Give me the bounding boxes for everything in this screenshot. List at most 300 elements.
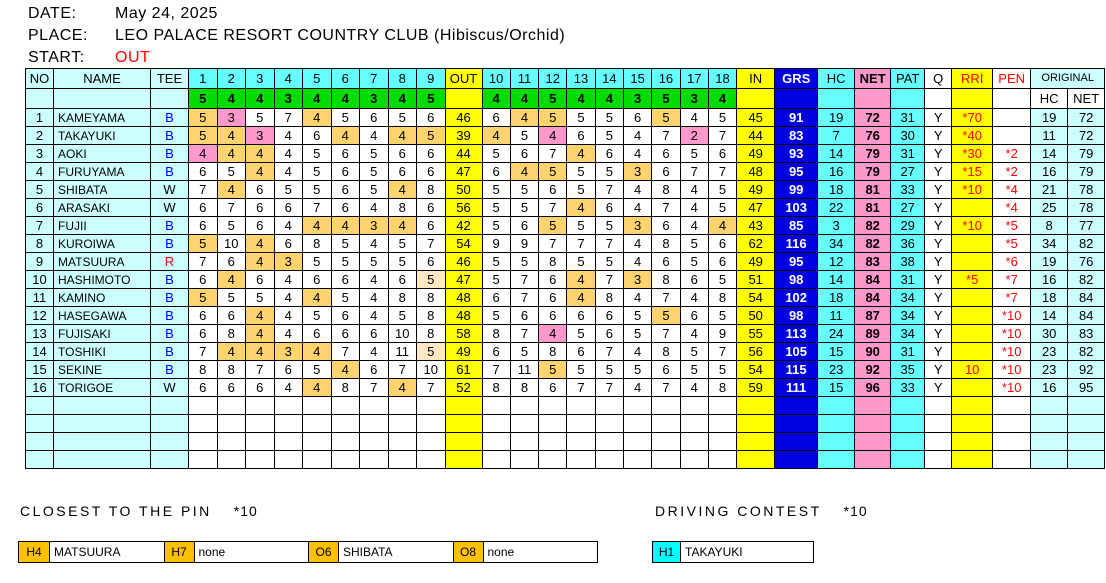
- hole-score: 5: [595, 109, 623, 127]
- col-header-hole-9: 9: [417, 69, 446, 89]
- col-header-hole-4: 4: [274, 69, 303, 89]
- hole-score: [595, 415, 623, 433]
- out-total: [445, 451, 482, 469]
- hole-score: 8: [388, 289, 417, 307]
- hole-score: 3: [623, 163, 651, 181]
- player-row-9: [26, 253, 1105, 271]
- out-total: 48: [445, 307, 482, 325]
- net-score: 92: [855, 361, 891, 379]
- handicap: 14: [818, 145, 855, 163]
- hole-score: 5: [510, 343, 538, 361]
- col-header-out: OUT: [445, 69, 482, 89]
- hole-score: 5: [623, 325, 651, 343]
- hole-score: 5: [539, 109, 567, 127]
- col-header-hole-15: 15: [623, 69, 651, 89]
- out-total: [445, 415, 482, 433]
- hole-score: 6: [331, 199, 360, 217]
- gross-score: 102: [775, 289, 818, 307]
- hole-score: 4: [567, 289, 595, 307]
- hole-score: 4: [680, 199, 708, 217]
- hole-score: 6: [510, 307, 538, 325]
- player-name: SHIBATA: [54, 181, 151, 199]
- hole-score: 6: [189, 307, 218, 325]
- hole-score: 6: [708, 253, 736, 271]
- hole-score: 4: [539, 127, 567, 145]
- hole-score: [417, 397, 446, 415]
- in-total: 55: [737, 325, 775, 343]
- hole-score: 4: [510, 109, 538, 127]
- hole-score: [189, 397, 218, 415]
- hole-score: 5: [539, 163, 567, 181]
- hole-score: 8: [417, 307, 446, 325]
- hole-score: 5: [708, 199, 736, 217]
- hole-score: 4: [246, 235, 275, 253]
- hole-score: [623, 433, 651, 451]
- pen-value: [993, 451, 1031, 469]
- par-row-net-cell: [855, 89, 891, 109]
- gross-score: 83: [775, 127, 818, 145]
- hole-score: 4: [246, 325, 275, 343]
- player-tee: B: [151, 145, 189, 163]
- gross-score: 98: [775, 271, 818, 289]
- contest-hole-label-h4: H4: [19, 542, 50, 562]
- player-row-5: [26, 181, 1105, 199]
- original-hc: 8: [1031, 217, 1068, 235]
- par-hole-9: 5: [417, 89, 446, 109]
- pen-value: *10: [993, 325, 1031, 343]
- rri-value: *10: [952, 217, 993, 235]
- player-tee: W: [151, 379, 189, 397]
- par-hole-10: 4: [482, 89, 510, 109]
- hole-score: 5: [189, 289, 218, 307]
- handicap: 24: [818, 325, 855, 343]
- pen-value: *7: [993, 289, 1031, 307]
- par-hole-18: 4: [708, 89, 736, 109]
- hole-score: 5: [680, 235, 708, 253]
- hole-score: 8: [482, 325, 510, 343]
- net-score: 90: [855, 343, 891, 361]
- player-row-15: [26, 361, 1105, 379]
- gross-score: 95: [775, 253, 818, 271]
- handicap: [818, 397, 855, 415]
- hole-score: 5: [510, 127, 538, 145]
- q-flag: Y: [925, 199, 952, 217]
- handicap: 34: [818, 235, 855, 253]
- hole-score: [680, 433, 708, 451]
- player-tee: R: [151, 253, 189, 271]
- handicap: 14: [818, 271, 855, 289]
- out-total: [445, 433, 482, 451]
- hole-score: 5: [482, 307, 510, 325]
- out-total: 44: [445, 145, 482, 163]
- player-name: ARASAKI: [54, 199, 151, 217]
- hole-score: 5: [482, 181, 510, 199]
- in-total: 56: [737, 343, 775, 361]
- par-row-pat-cell: [891, 89, 925, 109]
- hole-score: 6: [708, 145, 736, 163]
- original-hc: 16: [1031, 271, 1068, 289]
- hole-score: [708, 433, 736, 451]
- player-no: [26, 415, 54, 433]
- hole-score: 5: [360, 163, 389, 181]
- hole-score: [303, 397, 332, 415]
- rri-value: *70: [952, 109, 993, 127]
- player-no: 2: [26, 127, 54, 145]
- par-hole-1: 5: [189, 89, 218, 109]
- col-header-hc: HC: [818, 69, 855, 89]
- col-subheader-original-net: NET: [1068, 89, 1105, 109]
- player-no: 6: [26, 199, 54, 217]
- col-header-pat: PAT: [891, 69, 925, 89]
- putt-count: 31: [891, 343, 925, 361]
- player-no: 7: [26, 217, 54, 235]
- hole-score: 4: [623, 379, 651, 397]
- hole-score: 8: [652, 181, 680, 199]
- hole-score: 6: [417, 253, 446, 271]
- player-name: KAMINO: [54, 289, 151, 307]
- hole-score: 7: [567, 235, 595, 253]
- hole-score: 4: [303, 289, 332, 307]
- col-header-no: NO: [26, 69, 54, 89]
- net-score: [855, 397, 891, 415]
- par-row-out-cell: [445, 89, 482, 109]
- rri-value: [952, 397, 993, 415]
- rri-value: 10: [952, 361, 993, 379]
- contest-winner-name: none: [198, 545, 226, 559]
- in-total: [737, 451, 775, 469]
- out-total: 54: [445, 235, 482, 253]
- pen-value: [993, 433, 1031, 451]
- hole-score: 6: [388, 145, 417, 163]
- pen-value: *6: [993, 253, 1031, 271]
- hole-score: [510, 415, 538, 433]
- hole-score: 6: [303, 271, 332, 289]
- hole-score: [708, 415, 736, 433]
- in-total: 44: [737, 127, 775, 145]
- hole-score: [417, 451, 446, 469]
- hole-score: 8: [595, 289, 623, 307]
- player-row-6: [26, 199, 1105, 217]
- putt-count: 31: [891, 109, 925, 127]
- col-header-hole-6: 6: [331, 69, 360, 89]
- q-flag: Y: [925, 253, 952, 271]
- player-tee: B: [151, 307, 189, 325]
- gross-score: 93: [775, 145, 818, 163]
- col-header-hole-18: 18: [708, 69, 736, 89]
- hole-score: 8: [652, 271, 680, 289]
- hole-score: [189, 451, 218, 469]
- player-tee: B: [151, 343, 189, 361]
- player-tee: B: [151, 325, 189, 343]
- hole-score: 6: [595, 145, 623, 163]
- hole-score: 11: [510, 361, 538, 379]
- original-net: 77: [1068, 217, 1105, 235]
- hole-score: 7: [652, 289, 680, 307]
- handicap: 12: [818, 253, 855, 271]
- hole-score: [303, 451, 332, 469]
- original-net: 84: [1068, 307, 1105, 325]
- hole-score: 4: [388, 379, 417, 397]
- hole-score: 4: [623, 235, 651, 253]
- hole-score: 5: [595, 361, 623, 379]
- player-no: 5: [26, 181, 54, 199]
- hole-score: 4: [708, 217, 736, 235]
- in-total: 49: [737, 181, 775, 199]
- hole-score: 5: [623, 307, 651, 325]
- rri-value: [952, 433, 993, 451]
- gross-score: 115: [775, 361, 818, 379]
- hole-score: 5: [274, 181, 303, 199]
- pen-value: *2: [993, 145, 1031, 163]
- handicap: 7: [818, 127, 855, 145]
- hole-score: 8: [217, 325, 246, 343]
- hole-score: 6: [189, 325, 218, 343]
- player-name: [54, 397, 151, 415]
- par-hole-17: 3: [680, 89, 708, 109]
- hole-score: 4: [217, 145, 246, 163]
- place-label: PLACE:: [28, 27, 88, 44]
- out-total: 47: [445, 163, 482, 181]
- hole-score: 5: [708, 109, 736, 127]
- hole-score: 5: [567, 181, 595, 199]
- player-name: HASHIMOTO: [54, 271, 151, 289]
- hole-score: 6: [595, 199, 623, 217]
- par-hole-6: 4: [331, 89, 360, 109]
- player-no: 15: [26, 361, 54, 379]
- hole-score: 6: [417, 109, 446, 127]
- par-hole-8: 4: [388, 89, 417, 109]
- col-header-hole-11: 11: [510, 69, 538, 89]
- hole-score: 6: [189, 163, 218, 181]
- hole-score: 5: [539, 217, 567, 235]
- player-row-14: [26, 343, 1105, 361]
- hole-score: [708, 451, 736, 469]
- col-header-hole-8: 8: [388, 69, 417, 89]
- hole-score: 5: [482, 217, 510, 235]
- player-name: HASEGAWA: [54, 307, 151, 325]
- handicap: 3: [818, 217, 855, 235]
- hole-score: 4: [274, 325, 303, 343]
- hole-score: 4: [360, 271, 389, 289]
- hole-score: 4: [539, 325, 567, 343]
- hole-score: 7: [708, 127, 736, 145]
- hole-score: 8: [510, 379, 538, 397]
- net-score: 89: [855, 325, 891, 343]
- original-hc: 14: [1031, 145, 1068, 163]
- rri-value: *40: [952, 127, 993, 145]
- player-row-4: [26, 163, 1105, 181]
- player-tee: [151, 415, 189, 433]
- hole-score: 5: [189, 235, 218, 253]
- hole-score: 4: [217, 343, 246, 361]
- gross-score: 111: [775, 379, 818, 397]
- gross-score: [775, 451, 818, 469]
- in-total: 50: [737, 307, 775, 325]
- hole-score: 6: [510, 145, 538, 163]
- hole-score: [360, 415, 389, 433]
- hole-score: 5: [246, 109, 275, 127]
- pen-value: *10: [993, 361, 1031, 379]
- putt-count: 34: [891, 289, 925, 307]
- net-score: 83: [855, 253, 891, 271]
- empty-row: [26, 397, 1105, 415]
- q-flag: Y: [925, 379, 952, 397]
- hole-score: [360, 397, 389, 415]
- pen-value: *5: [993, 235, 1031, 253]
- player-name: SEKINE: [54, 361, 151, 379]
- rri-value: [952, 415, 993, 433]
- putt-count: 35: [891, 361, 925, 379]
- hole-score: 5: [246, 289, 275, 307]
- putt-count: 27: [891, 199, 925, 217]
- pen-value: *5: [993, 217, 1031, 235]
- contest-winner-name: SHIBATA: [343, 545, 393, 559]
- original-net: [1068, 415, 1105, 433]
- hole-score: 4: [623, 199, 651, 217]
- player-name: TAKAYUKI: [54, 127, 151, 145]
- hole-score: 5: [303, 163, 332, 181]
- hole-score: 4: [217, 181, 246, 199]
- original-net: 95: [1068, 379, 1105, 397]
- hole-score: 4: [567, 271, 595, 289]
- putt-count: 31: [891, 271, 925, 289]
- hole-score: 4: [303, 109, 332, 127]
- hole-score: 6: [388, 163, 417, 181]
- hole-score: 6: [539, 307, 567, 325]
- driving-contest-prize: *10: [843, 503, 868, 519]
- hole-score: 7: [652, 379, 680, 397]
- hole-score: 4: [274, 217, 303, 235]
- player-no: 16: [26, 379, 54, 397]
- out-total: 49: [445, 343, 482, 361]
- gross-score: [775, 415, 818, 433]
- hole-score: 6: [360, 361, 389, 379]
- player-row-13: [26, 325, 1105, 343]
- hole-score: 4: [567, 145, 595, 163]
- player-tee: B: [151, 235, 189, 253]
- in-total: [737, 433, 775, 451]
- hole-score: 6: [652, 217, 680, 235]
- q-flag: Y: [925, 271, 952, 289]
- hole-score: 4: [680, 217, 708, 235]
- hole-score: 6: [510, 217, 538, 235]
- hole-score: 6: [680, 307, 708, 325]
- hole-score: 6: [274, 361, 303, 379]
- hole-score: 5: [303, 361, 332, 379]
- hole-score: [303, 415, 332, 433]
- player-row-10: [26, 271, 1105, 289]
- hole-score: 4: [246, 145, 275, 163]
- col-header-pen: PEN: [993, 69, 1031, 89]
- hole-score: 7: [652, 199, 680, 217]
- hole-score: 5: [331, 289, 360, 307]
- pen-value: *10: [993, 379, 1031, 397]
- hole-score: [331, 397, 360, 415]
- hole-score: [623, 415, 651, 433]
- player-name: FURUYAMA: [54, 163, 151, 181]
- hole-score: 5: [360, 181, 389, 199]
- hole-score: 4: [331, 127, 360, 145]
- pen-value: *10: [993, 307, 1031, 325]
- empty-row: [26, 433, 1105, 451]
- player-tee: W: [151, 199, 189, 217]
- q-flag: Y: [925, 181, 952, 199]
- hole-score: 7: [510, 271, 538, 289]
- player-no: 1: [26, 109, 54, 127]
- hole-score: 5: [303, 307, 332, 325]
- hole-score: 9: [708, 325, 736, 343]
- original-net: 76: [1068, 253, 1105, 271]
- hole-score: 4: [303, 379, 332, 397]
- out-total: 46: [445, 109, 482, 127]
- hole-score: 6: [417, 163, 446, 181]
- player-row-2: [26, 127, 1105, 145]
- col-header-hole-14: 14: [595, 69, 623, 89]
- hole-score: 8: [708, 289, 736, 307]
- contest-winner-name: none: [487, 545, 515, 559]
- q-flag: [925, 451, 952, 469]
- hole-score: 6: [246, 271, 275, 289]
- rri-value: [952, 451, 993, 469]
- hole-score: 5: [482, 271, 510, 289]
- handicap: [818, 451, 855, 469]
- net-score: [855, 433, 891, 451]
- score-table: [25, 68, 1105, 469]
- hole-score: 4: [274, 271, 303, 289]
- hole-score: 5: [680, 343, 708, 361]
- hole-score: 7: [331, 343, 360, 361]
- col-header-name: NAME: [54, 69, 151, 89]
- in-total: 62: [737, 235, 775, 253]
- hole-score: 7: [417, 379, 446, 397]
- hole-score: 5: [217, 217, 246, 235]
- original-net: [1068, 397, 1105, 415]
- hole-score: [217, 451, 246, 469]
- hole-score: 5: [680, 253, 708, 271]
- hole-score: 5: [680, 361, 708, 379]
- par-row-q-cell: [925, 89, 952, 109]
- hole-score: [274, 397, 303, 415]
- putt-count: 34: [891, 325, 925, 343]
- player-tee: B: [151, 163, 189, 181]
- in-total: 54: [737, 361, 775, 379]
- putt-count: 38: [891, 253, 925, 271]
- hole-score: 7: [189, 181, 218, 199]
- hole-score: 5: [417, 271, 446, 289]
- hole-score: 4: [360, 235, 389, 253]
- hole-score: 6: [417, 199, 446, 217]
- original-net: 78: [1068, 199, 1105, 217]
- hole-score: 4: [331, 361, 360, 379]
- par-hole-11: 4: [510, 89, 538, 109]
- hole-score: 7: [217, 199, 246, 217]
- hole-score: 4: [623, 181, 651, 199]
- hole-score: [482, 397, 510, 415]
- rri-value: *5: [952, 271, 993, 289]
- hole-score: 4: [388, 127, 417, 145]
- hole-score: 3: [623, 217, 651, 235]
- hole-score: [652, 397, 680, 415]
- player-name: TOSHIKI: [54, 343, 151, 361]
- pen-value: *2: [993, 163, 1031, 181]
- rri-value: *15: [952, 163, 993, 181]
- q-flag: Y: [925, 307, 952, 325]
- col-header-hole-1: 1: [189, 69, 218, 89]
- hole-score: [680, 397, 708, 415]
- hole-score: 7: [539, 145, 567, 163]
- closest-to-pin-box: [18, 541, 598, 563]
- q-flag: Y: [925, 109, 952, 127]
